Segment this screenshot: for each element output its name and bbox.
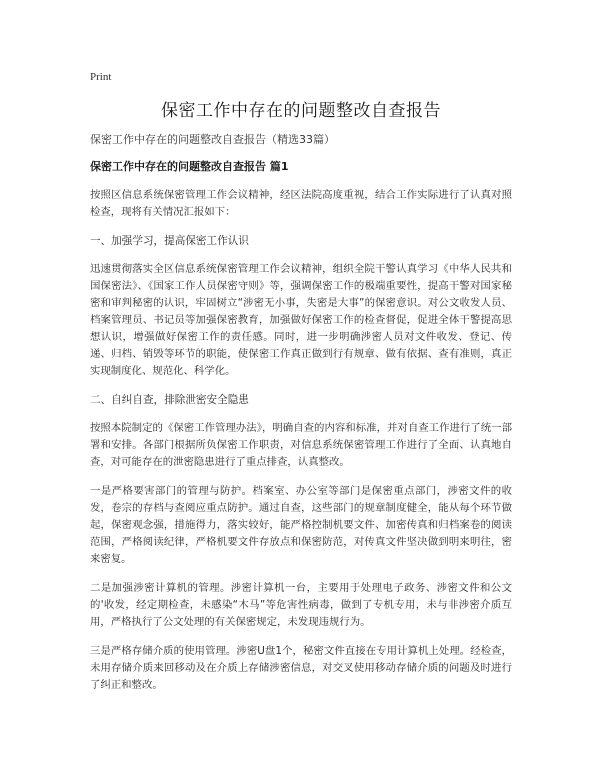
page-title: 保密工作中存在的问题整改自查报告 [161,101,441,121]
subheading-self-check: 二、自纠自查，排除泄密安全隐患 [90,394,249,406]
print-label[interactable]: Print [90,71,112,83]
document-subtitle: 保密工作中存在的问题整改自查报告（精选33篇） [90,133,335,146]
paragraph-key-departments: 一是严格要害部门的管理与防护。档案室、办公室等部门是保密重点部门，涉密文件的收发，卷宗的存档与查阅应重点防护。通过自查，这些部门的规章制度健全，能从每个环节做起，保密观念强，措施得力，落实较好，能严格控制机要文件、加密传真和归档案卷的阅读范围，严格阅读纪律，严格机要文件存放点和保密防范，对传真文件坚决做到明来明往，密来密复。 [90,485,512,565]
paragraph-storage-media: 三是严格存储介质的使用管理。涉密U盘1个，秘密文件直接在专用计算机上处理。经检查，未用存储介质来回移动及在介质上存储涉密信息，对交叉使用移动存储介质的问题及时进行了纠正和整改。 [90,645,512,691]
paragraph-computer-management: 二是加强涉密计算机的管理。涉密计算机一台，主要用于处理电子政务、涉密文件和公文的'收发，经定期检查，未感染“木马”等危害性病毒，做到了专机专用，未与非涉密介质互用，严格执行了公文处理的有关保密规定，未发现违规行为。 [90,582,512,628]
intro-paragraph: 按照区信息系统保密管理工作会议精神，经区法院高度重视，结合工作实际进行了认真对照检查，现将有关情况汇报如下： [90,189,512,218]
section-heading: 保密工作中存在的问题整改自查报告 篇1 [90,160,289,173]
document-page [90,70,512,694]
paragraph-study: 迅速贯彻落实全区信息系统保密管理工作会议精神，组织全院干警认真学习《中华人民共和国保密法》、《国家工作人员保密守则》等，强调保密工作的极端重要性，提高干警对国家秘密和审判秘密的认识，牢固树立“涉密无小事，失密是大事”的保密意识。对公文收发人员、档案管理员、书记员等加强保密教育，加强做好保密工作的检查督促，促进全体干警提高思想认识，增强做好保密工作的责任感。同时，进一步明确涉密人员对文件收发、登记、传递、归档、销毁等环节的职能，使保密工作真正做到行有规章、做有依据、查有准则，真正实现制度化、规范化、科学化。 [90,263,512,377]
subheading-study: 一、加强学习，提高保密工作认识 [90,235,249,247]
paragraph-self-check: 按照本院制定的《保密工作管理办法》，明确自查的内容和标准，并对自查工作进行了统一部署和安排。各部门根据所负保密工作职责，对信息系统保密管理工作进行了全面、认真地自查，对可能存在的泄密隐患进行了重点排查，认真整改。 [90,422,512,468]
